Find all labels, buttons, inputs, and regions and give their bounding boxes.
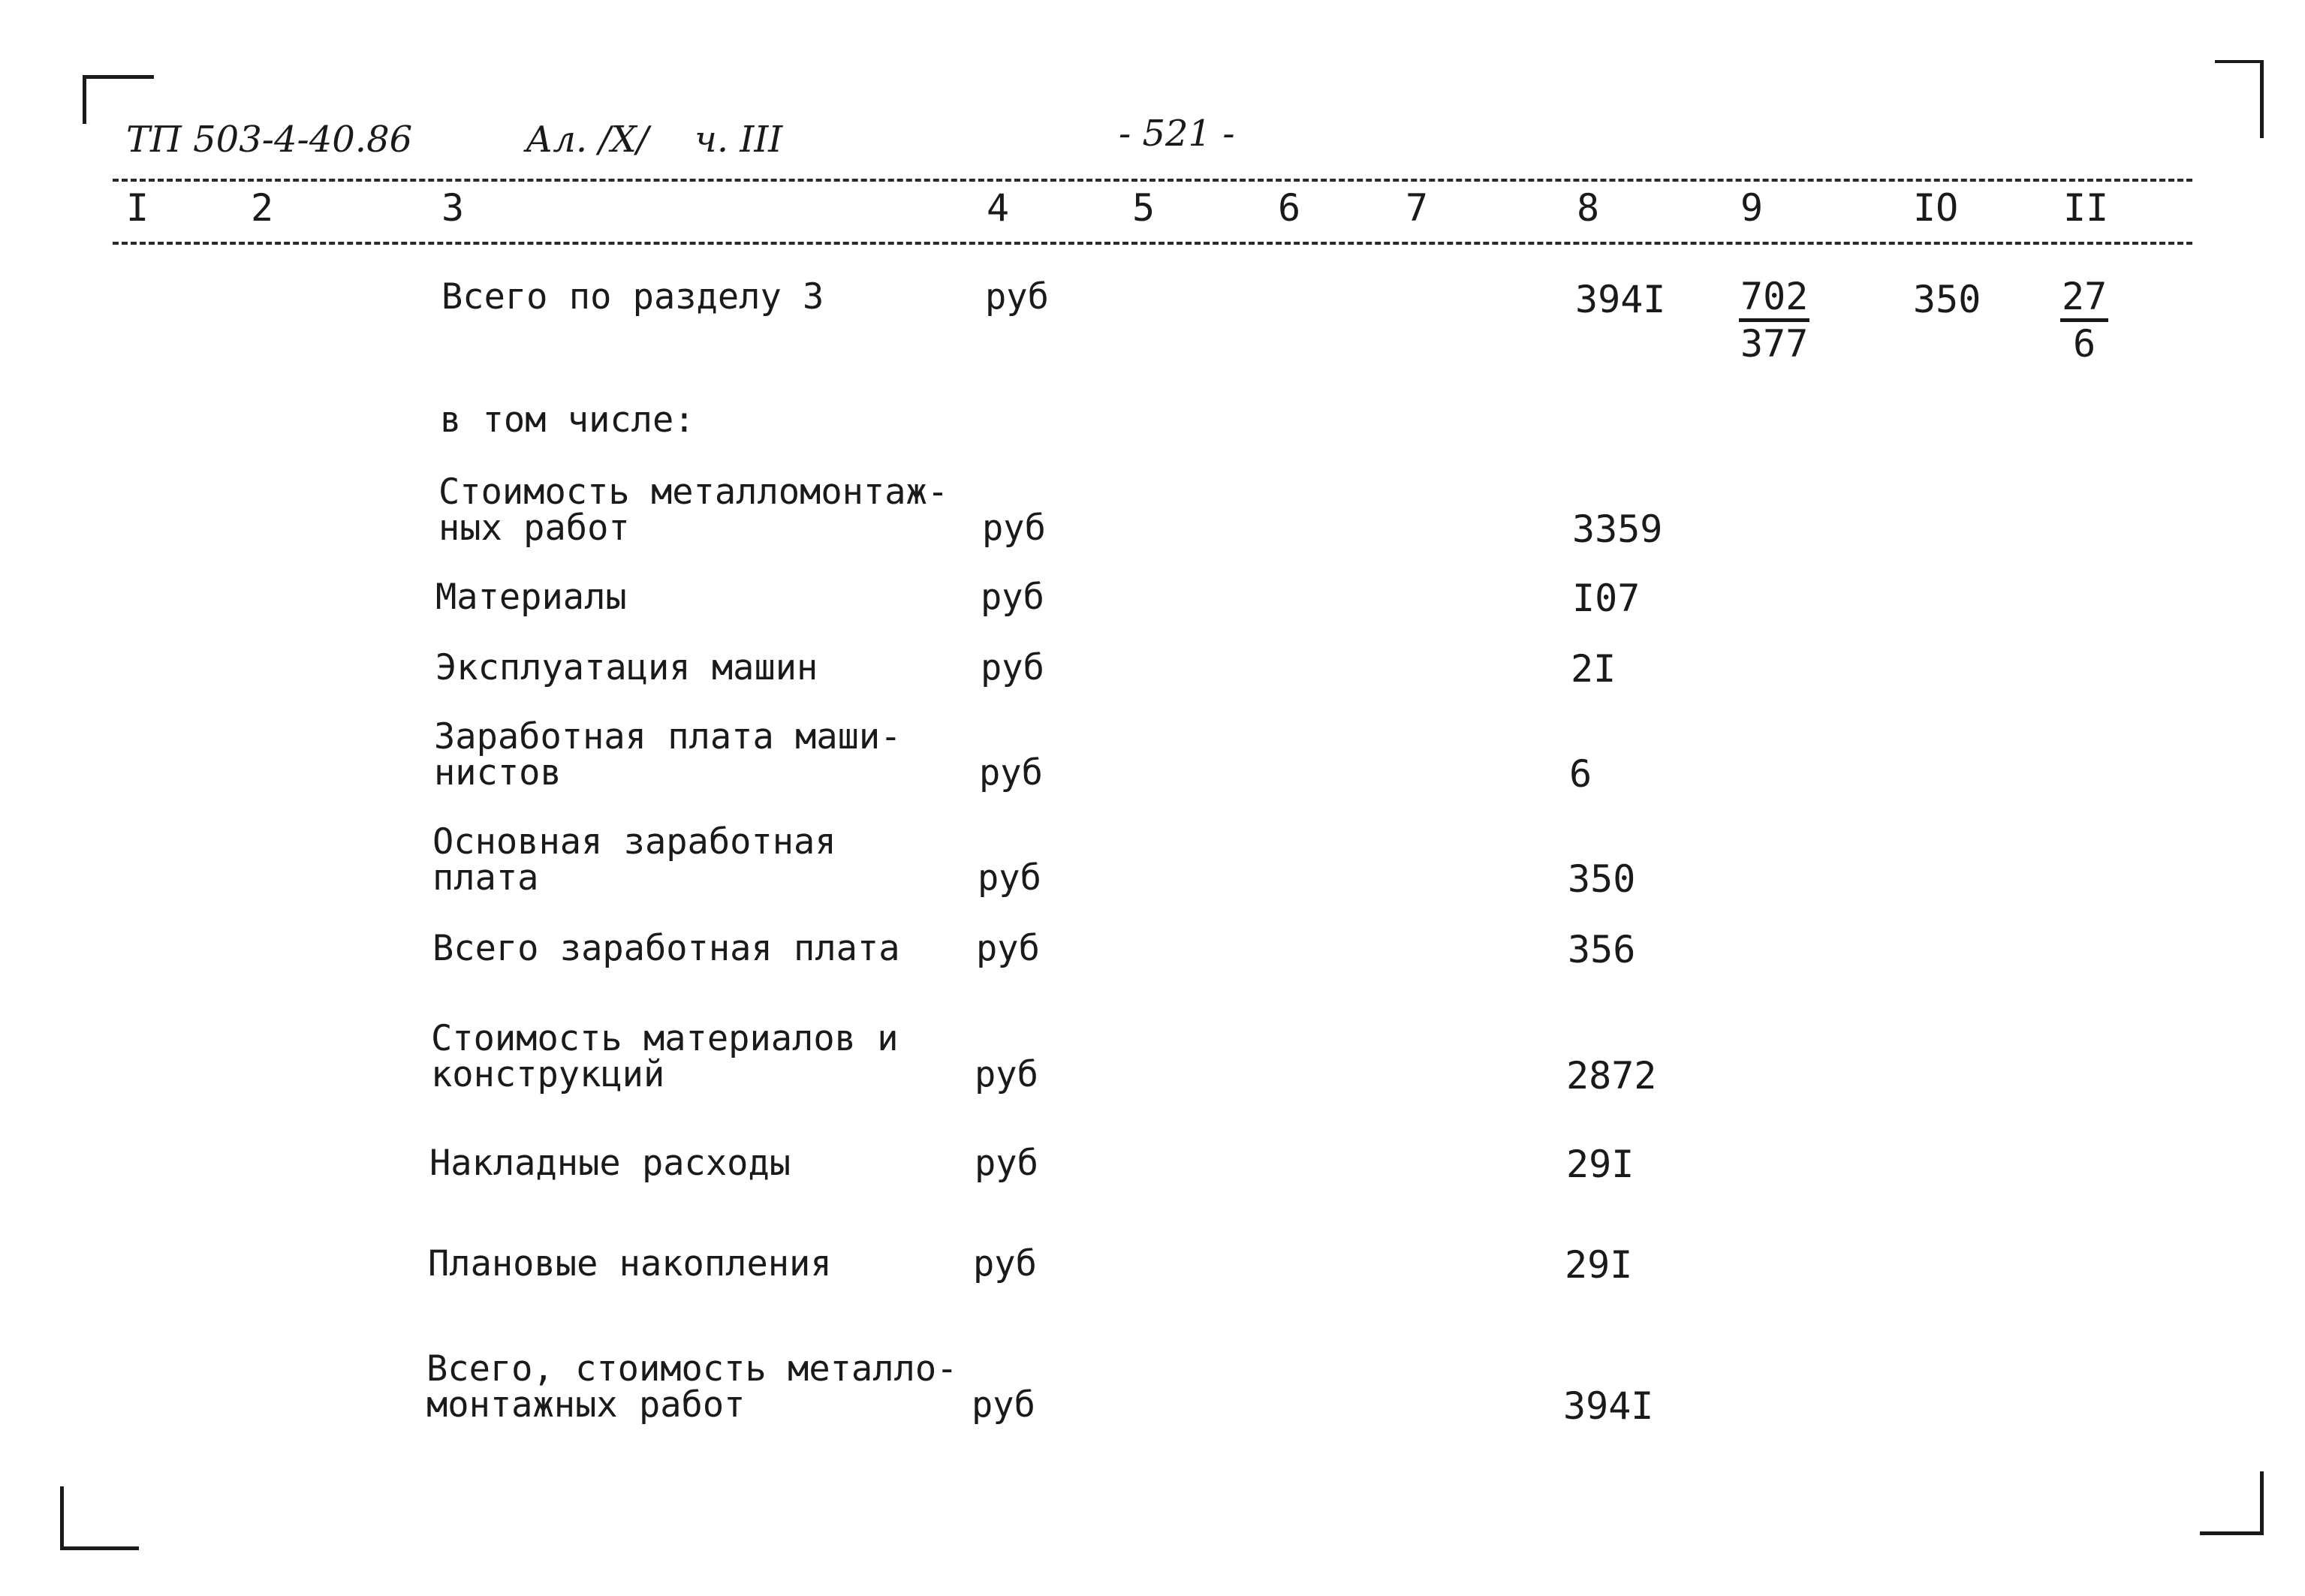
- row-label: Основная заработная: [432, 821, 836, 863]
- column-header-6: 6: [1278, 186, 1301, 230]
- album-number: Ал. /Х/: [526, 119, 649, 161]
- row-unit: руб: [976, 928, 1040, 969]
- col11-numerator: 27: [2060, 275, 2108, 322]
- row-unit: руб: [975, 1143, 1038, 1184]
- row-label: Заработная плата маши-: [434, 716, 902, 757]
- row-unit: руб: [978, 857, 1041, 899]
- column-header-2: 2: [251, 186, 274, 230]
- row-label: Стоимость материалов и: [431, 1018, 899, 1059]
- corner-bottom-left: [60, 1486, 139, 1550]
- row-value: 350: [1568, 857, 1636, 901]
- row-value: 3359: [1572, 507, 1663, 551]
- corner-bottom-right: [2200, 1471, 2264, 1535]
- row-value: 2872: [1566, 1054, 1657, 1098]
- row-label: Материалы: [435, 577, 627, 618]
- row-value: 356: [1568, 928, 1636, 971]
- corner-top-right: [2215, 60, 2264, 138]
- section-total-col8: 394I: [1575, 278, 1666, 321]
- section-total-col10: 350: [1913, 278, 1981, 321]
- col9-numerator: 702: [1739, 275, 1809, 322]
- col9-denominator: 377: [1740, 322, 1809, 366]
- row-label-continued: конструкций: [431, 1054, 665, 1095]
- row-label-continued: плата: [432, 857, 539, 899]
- section-total-col11-fraction: [2060, 275, 2108, 366]
- header-rule-bottom: [113, 242, 2192, 245]
- column-header-10: IO: [1913, 186, 1959, 230]
- column-header-8: 8: [1577, 186, 1600, 230]
- row-value: 394I: [1563, 1384, 1654, 1428]
- row-label: Всего заработная плата: [432, 928, 900, 969]
- row-value: 2I: [1571, 647, 1617, 691]
- row-label: Стоимость металломонтаж-: [438, 471, 949, 513]
- column-header-11: II: [2063, 186, 2109, 230]
- corner-top-left: [83, 75, 154, 124]
- header-rule-top: [113, 179, 2192, 182]
- part-number: ч. III: [695, 119, 783, 161]
- column-header-1: I: [126, 186, 149, 230]
- row-unit: руб: [975, 1054, 1038, 1095]
- col11-denominator: 6: [2073, 322, 2096, 366]
- row-unit: руб: [979, 752, 1043, 793]
- column-header-4: 4: [987, 186, 1010, 230]
- row-label-continued: ных работ: [438, 507, 630, 549]
- row-unit: руб: [981, 647, 1044, 688]
- row-label: Эксплуатация машин: [435, 647, 818, 688]
- doc-code: ТП 503-4-40.86: [126, 119, 413, 161]
- row-label: Накладные расходы: [429, 1143, 791, 1184]
- section-total-unit: руб: [985, 276, 1049, 318]
- row-unit: руб: [972, 1384, 1035, 1426]
- page-number: - 521 -: [1119, 113, 1235, 155]
- row-value: 29I: [1565, 1243, 1633, 1287]
- row-label: Всего, стоимость металло-: [426, 1348, 958, 1390]
- row-unit: руб: [981, 577, 1044, 618]
- row-value: I07: [1572, 577, 1641, 620]
- row-label-continued: нистов: [434, 752, 562, 793]
- column-header-5: 5: [1132, 186, 1156, 230]
- column-header-3: 3: [441, 186, 465, 230]
- row-value: 6: [1569, 752, 1592, 796]
- row-unit: руб: [973, 1243, 1037, 1284]
- row-label: Плановые накопления: [428, 1243, 832, 1284]
- row-label-continued: монтажных работ: [426, 1384, 746, 1426]
- section-total-label: Всего по разделу 3: [441, 276, 824, 318]
- section-total-col9-fraction: [1739, 275, 1809, 366]
- row-value: 29I: [1566, 1143, 1635, 1186]
- column-header-7: 7: [1406, 186, 1429, 230]
- including-label: в том числе:: [440, 399, 695, 441]
- column-header-9: 9: [1740, 186, 1764, 230]
- row-unit: руб: [982, 507, 1046, 549]
